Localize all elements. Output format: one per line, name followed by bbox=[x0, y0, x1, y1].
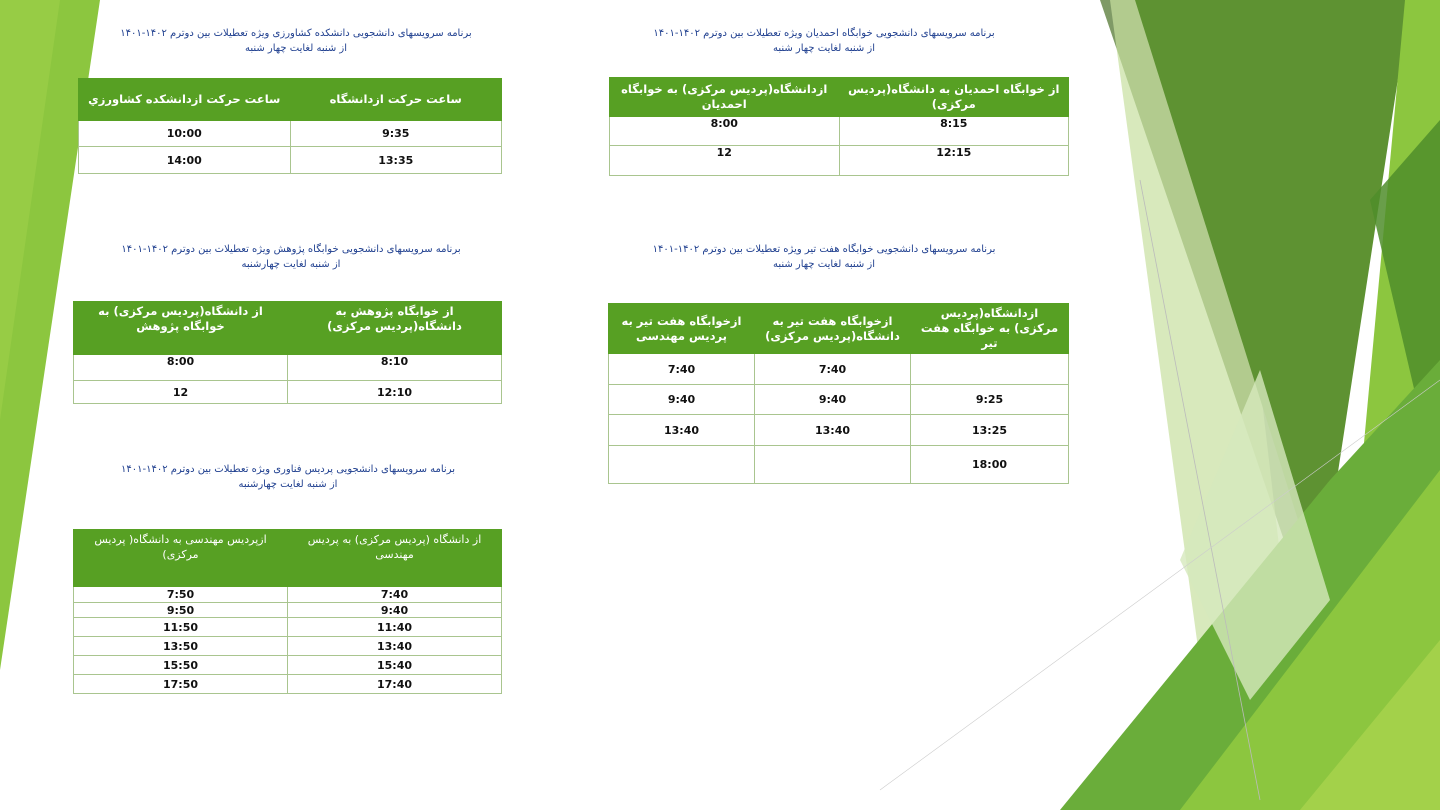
table-cell: 9:40 bbox=[609, 385, 755, 415]
pajouhesh-schedule-table bbox=[73, 301, 502, 404]
table-cell: 9:40 bbox=[288, 603, 502, 618]
table-cell: 12:10 bbox=[288, 381, 502, 404]
table-cell: 11:50 bbox=[74, 618, 288, 637]
table-cell: 8:10 bbox=[288, 355, 502, 381]
table-cell: 12:15 bbox=[839, 146, 1069, 176]
fanavari-caption-line1: برنامه سرویسهای دانشجویی پردیس فناوری ویژه تعطیلات بین دوترم ۱۴۰۲-۱۴۰۱ bbox=[120, 464, 455, 475]
keshavarzi-header-from-university: ساعت حرکت ازدانشگاه bbox=[290, 79, 502, 121]
keshavarzi-header-from-faculty: ساعت حرکت ازدانشکده کشاورزي bbox=[79, 79, 291, 121]
table-cell: 13:40 bbox=[755, 415, 911, 446]
table-cell: 17:50 bbox=[74, 675, 288, 694]
table-cell: 7:50 bbox=[74, 587, 288, 603]
keshavarzi-caption-line1: برنامه سرویسهای دانشجویی دانشکده کشاورزی ویژه تعطیلات بین دوترم ۱۴۰۲-۱۴۰۱ bbox=[120, 28, 472, 39]
table-cell: 14:00 bbox=[79, 147, 291, 174]
pajouhesh-header-to-dorm: از دانشگاه(پردیس مرکزی) به خوابگاه پژوهش bbox=[74, 302, 288, 355]
table-cell bbox=[755, 446, 911, 484]
pajouhesh-header-to-university: از خوابگاه پژوهش به دانشگاه(پردیس مرکزی) bbox=[288, 302, 502, 355]
table-cell: 7:40 bbox=[755, 354, 911, 385]
table-cell: 9:25 bbox=[911, 385, 1069, 415]
table-cell bbox=[911, 354, 1069, 385]
table-cell: 13:35 bbox=[290, 147, 502, 174]
table-cell: 9:40 bbox=[755, 385, 911, 415]
ahmadian-schedule-table bbox=[609, 77, 1069, 176]
ahmadian-caption bbox=[624, 26, 1024, 56]
keshavarzi-caption bbox=[96, 26, 496, 56]
table-cell: 13:40 bbox=[609, 415, 755, 446]
table-cell: 9:35 bbox=[290, 121, 502, 147]
table-cell: 12 bbox=[610, 146, 840, 176]
table-cell: 10:00 bbox=[79, 121, 291, 147]
ahmadian-caption-line2: از شنبه لغایت چهار شنبه bbox=[772, 43, 876, 54]
table-cell bbox=[609, 446, 755, 484]
table-cell: 8:15 bbox=[839, 117, 1069, 146]
table-cell: 12 bbox=[74, 381, 288, 404]
ahmadian-header-to-dorm: ازدانشگاه(پردیس مرکزی) به خوابگاه احمدیان bbox=[610, 78, 840, 117]
table-cell: 18:00 bbox=[911, 446, 1069, 484]
pajouhesh-caption-line2: از شنبه لغایت چهارشنبه bbox=[241, 259, 341, 270]
fanavari-caption bbox=[88, 462, 488, 492]
table-cell: 8:00 bbox=[610, 117, 840, 146]
haftetir-schedule-table bbox=[609, 303, 1069, 484]
fanavari-caption-line2: از شنبه لغایت چهارشنبه bbox=[238, 479, 338, 490]
table-cell: 15:50 bbox=[74, 656, 288, 675]
table-cell: 13:40 bbox=[288, 637, 502, 656]
pajouhesh-caption-line1: برنامه سرویسهای دانشجویی خوابگاه پژوهش ویژه تعطیلات بین دوترم ۱۴۰۲-۱۴۰۱ bbox=[121, 244, 461, 255]
table-cell: 17:40 bbox=[288, 675, 502, 694]
ahmadian-caption-line1: برنامه سرویسهای دانشجویی خوابگاه احمدیان ویژه تعطیلات بین دوترم ۱۴۰۲-۱۴۰۱ bbox=[653, 28, 995, 39]
haftetir-caption-line1: برنامه سرویسهای دانشجویی خوابگاه هفت تیر ویژه تعطیلات بین دوترم ۱۴۰۲-۱۴۰۱ bbox=[652, 244, 996, 255]
pajouhesh-caption bbox=[91, 242, 491, 272]
ahmadian-header-to-university: از خوابگاه احمدیان به دانشگاه(پردیس مرکزی) bbox=[839, 78, 1069, 117]
fanavari-header-to-engineering: از دانشگاه (پردیس مرکزی) به پردیس مهندسی bbox=[288, 530, 502, 587]
table-cell: 13:50 bbox=[74, 637, 288, 656]
table-cell: 13:25 bbox=[911, 415, 1069, 446]
haftetir-caption bbox=[624, 242, 1024, 272]
table-cell: 8:00 bbox=[74, 355, 288, 381]
haftetir-caption-line2: از شنبه لغایت چهار شنبه bbox=[772, 259, 876, 270]
keshavarzi-caption-line2: از شنبه لغایت چهار شنبه bbox=[244, 43, 348, 54]
table-cell: 9:50 bbox=[74, 603, 288, 618]
keshavarzi-schedule-table bbox=[78, 78, 502, 174]
table-cell: 11:40 bbox=[288, 618, 502, 637]
fanavari-header-to-university: ازپردیس مهندسی به دانشگاه( پردیس مرکزی) bbox=[74, 530, 288, 587]
table-cell: 7:40 bbox=[288, 587, 502, 603]
haftetir-header-dorm-to-engineering: ازخوابگاه هفت تیر به پردیس مهندسی bbox=[609, 304, 755, 354]
table-cell: 15:40 bbox=[288, 656, 502, 675]
haftetir-header-dorm-to-university: ازخوابگاه هفت تیر به دانشگاه(پردیس مرکزی) bbox=[755, 304, 911, 354]
haftetir-header-university-to-dorm: ازدانشگاه(پردیس مرکزی) به خوابگاه هفت تیر bbox=[911, 304, 1069, 354]
table-cell: 7:40 bbox=[609, 354, 755, 385]
fanavari-schedule-table bbox=[73, 529, 502, 694]
